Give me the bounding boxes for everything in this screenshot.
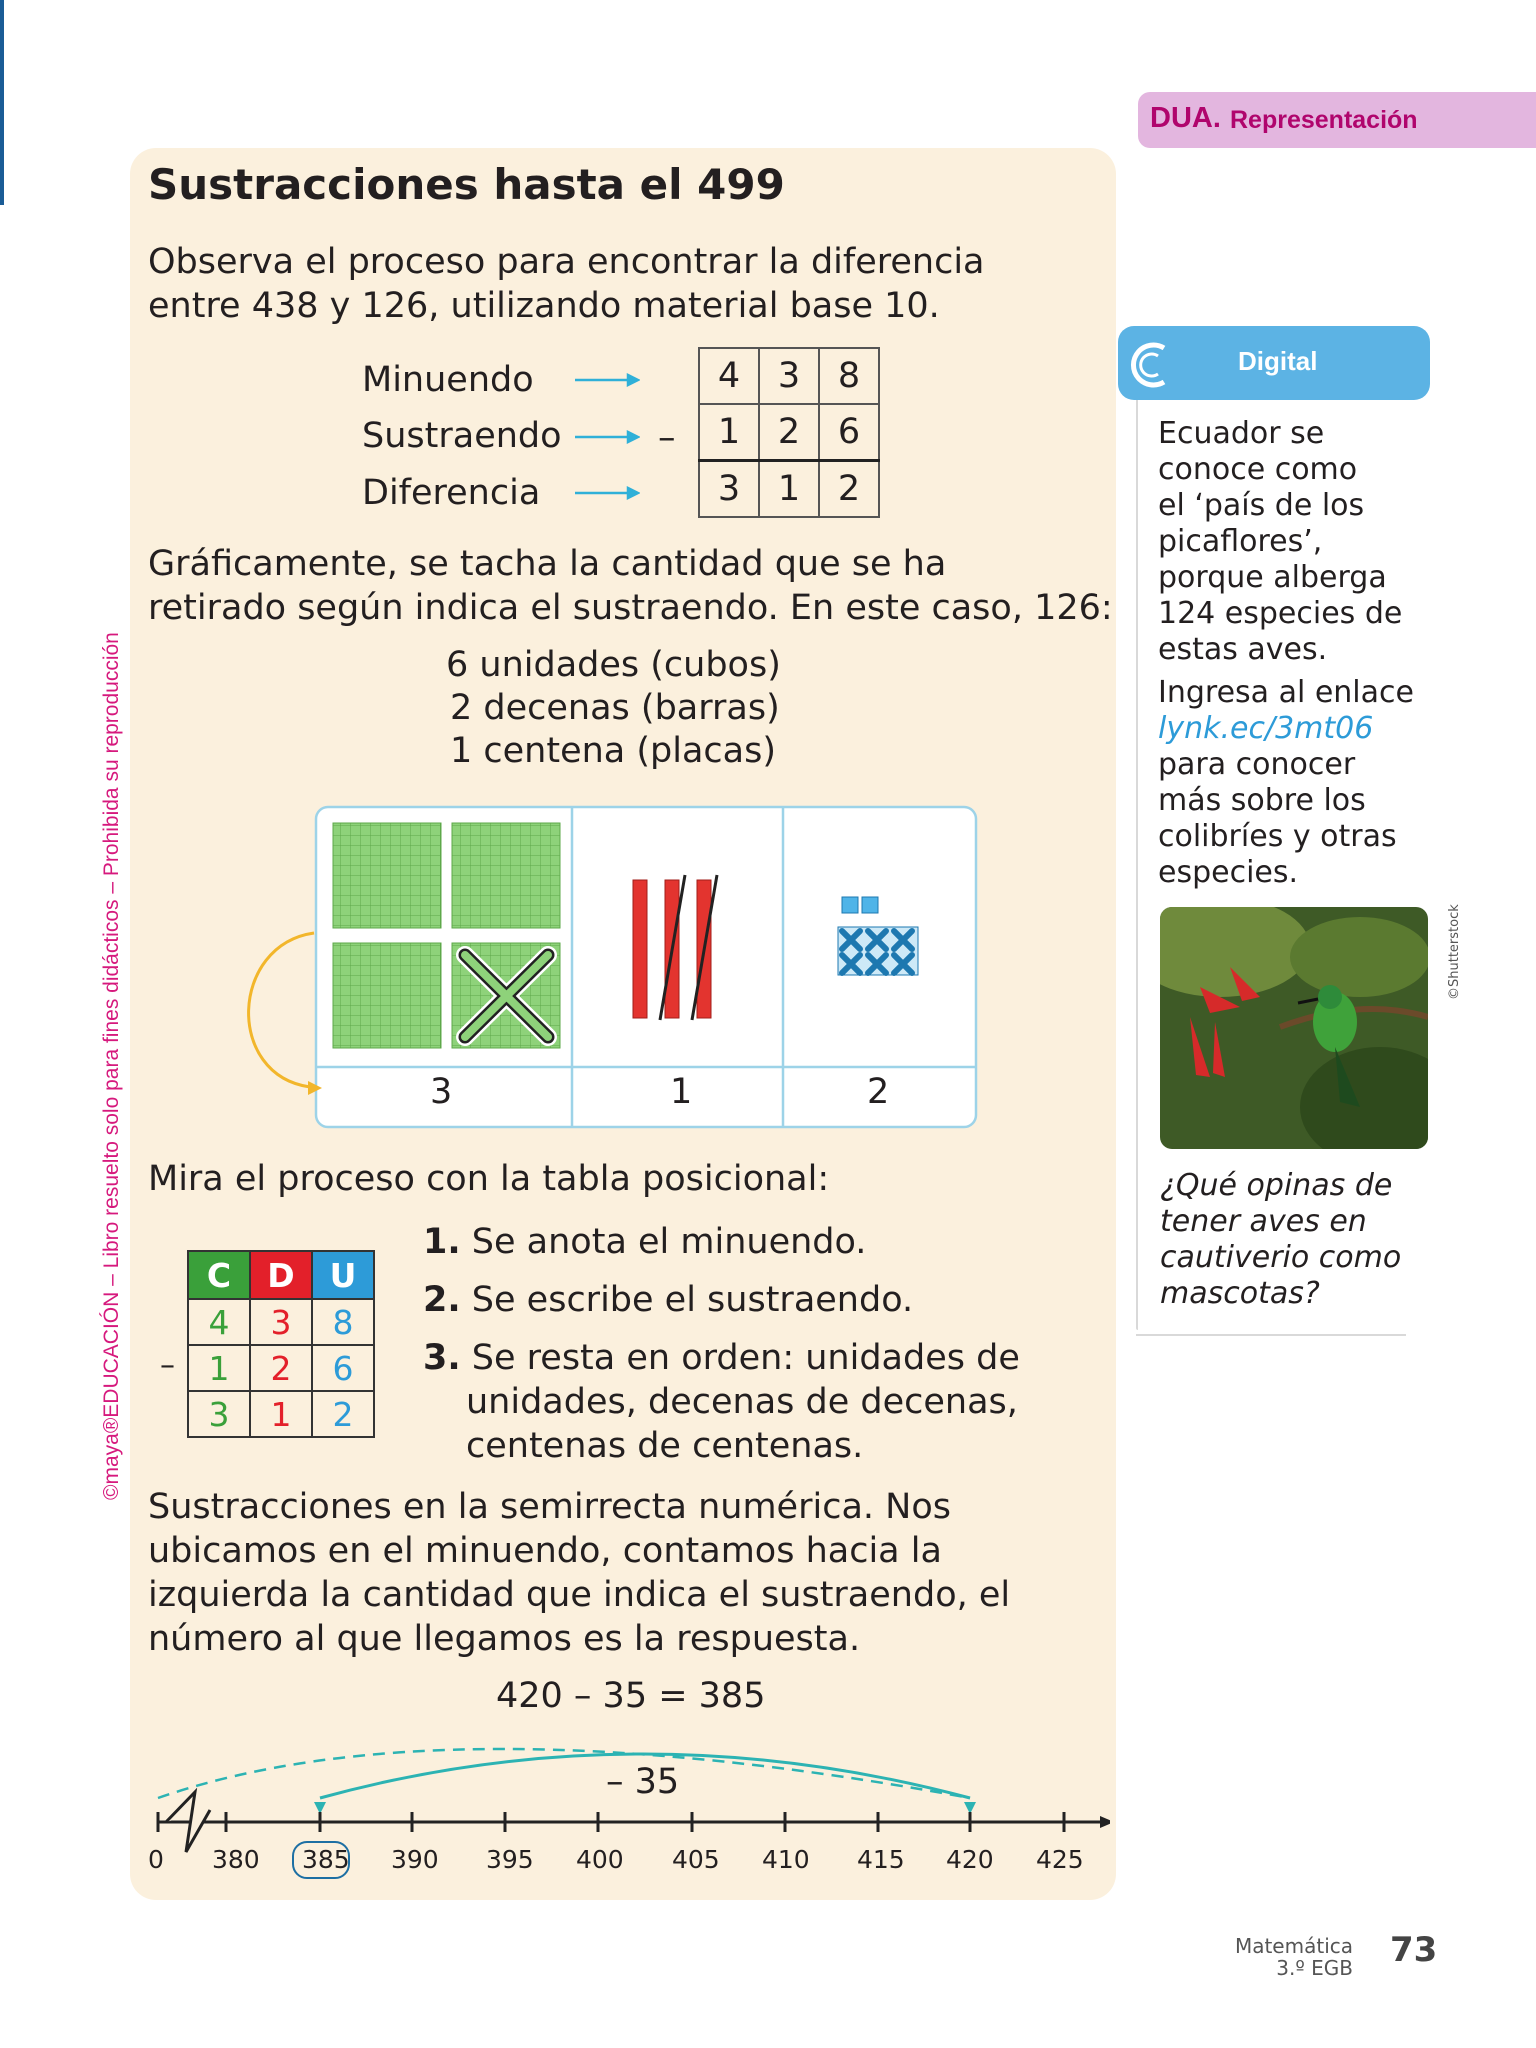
jump-arc xyxy=(320,1754,970,1798)
tick-label: 405 xyxy=(672,1845,720,1874)
step-text: Se resta en orden: unidades de xyxy=(471,1338,1020,1378)
hundred-flat xyxy=(333,943,441,1048)
result-units: 2 xyxy=(867,1072,890,1112)
intro-line-1: Observa el proceso para encontrar la diferencia xyxy=(148,242,985,282)
material-hundreds: 1 centena (placas) xyxy=(450,731,776,771)
ten-rod xyxy=(633,880,647,1018)
step-3 xyxy=(423,1336,1020,1380)
result-hundreds: 3 xyxy=(430,1072,453,1112)
digital-label: Digital xyxy=(1238,346,1318,376)
lesson-title: Sustracciones hasta el 499 xyxy=(148,160,785,209)
question-line: mascotas? xyxy=(1160,1276,1320,1311)
cell: 1 xyxy=(188,1345,250,1391)
question-line: ¿Qué opinas de xyxy=(1160,1168,1393,1203)
step-1 xyxy=(423,1220,866,1264)
cell: 2 xyxy=(819,461,879,518)
digital-banner xyxy=(1118,326,1430,400)
label-sustraendo: Sustraendo xyxy=(362,416,562,456)
step-3-line-2: unidades, decenas de decenas, xyxy=(466,1382,1018,1422)
hummingbird-photo xyxy=(1160,907,1428,1149)
sidebar-border xyxy=(1136,400,1138,1330)
unit-cube xyxy=(862,897,878,913)
graphic-line-1: Gráficamente, se tacha la cantidad que se ha xyxy=(148,544,947,584)
step-num: 1. xyxy=(423,1222,461,1262)
hundred-flat xyxy=(452,823,560,928)
tick-label: 395 xyxy=(486,1845,534,1874)
cell: 3 xyxy=(188,1391,250,1437)
tick-label: 380 xyxy=(212,1845,260,1874)
equation: 420 – 35 = 385 xyxy=(496,1676,766,1716)
photo-credit: ©Shutterstock xyxy=(1447,904,1462,1000)
side-line: estas aves. xyxy=(1158,632,1328,667)
cell: 2 xyxy=(759,404,819,461)
minus-sign: – xyxy=(658,418,676,458)
tick-label: 410 xyxy=(762,1845,810,1874)
cell: 8 xyxy=(819,348,879,404)
dua-banner xyxy=(1138,92,1536,148)
cell: 1 xyxy=(759,461,819,518)
side-line: el ‘país de los xyxy=(1158,488,1365,523)
cell: 3 xyxy=(759,348,819,404)
step-text: Se escribe el sustraendo. xyxy=(471,1280,914,1320)
numberline-text-3: izquierda la cantidad que indica el sustraendo, el xyxy=(148,1575,1011,1615)
hummingbird-image xyxy=(1160,907,1428,1149)
tick-label: 420 xyxy=(946,1845,994,1874)
digital-c-icon xyxy=(1124,340,1174,390)
step-num: 3. xyxy=(423,1338,461,1378)
side-line: Ingresa al enlace xyxy=(1158,675,1414,710)
graphic-line-2: retirado según indica el sustraendo. En este caso, 126: xyxy=(148,588,1113,628)
step-3-line-3: centenas de centenas. xyxy=(466,1426,864,1466)
result-tens: 1 xyxy=(670,1072,693,1112)
tick-label: 390 xyxy=(391,1845,439,1874)
tick-label: 425 xyxy=(1036,1845,1084,1874)
subtraction-table xyxy=(698,347,880,518)
copyright-notice: ©maya®EDUCACIÓN – Libro resuelto solo para fines didácticos – Prohibida su reproducción xyxy=(100,632,123,1500)
intro-line-2: entre 438 y 126, utilizando material base 10. xyxy=(148,286,940,326)
cell: 8 xyxy=(312,1299,374,1345)
sidebar-bottom xyxy=(1136,1334,1406,1336)
side-line: porque alberga xyxy=(1158,560,1387,595)
arrows xyxy=(570,360,640,510)
dua-subtitle: Representación xyxy=(1230,106,1418,134)
question-line: tener aves en xyxy=(1160,1204,1367,1239)
tick-label: 415 xyxy=(857,1845,905,1874)
cell: 2 xyxy=(312,1391,374,1437)
tick-label: 385 xyxy=(302,1845,350,1874)
cell: 3 xyxy=(699,461,759,518)
dua-label: DUA. xyxy=(1150,102,1221,134)
place-value-table xyxy=(187,1250,375,1438)
digital-link[interactable]: lynk.ec/3mt06 xyxy=(1158,711,1374,746)
cell: 3 xyxy=(250,1299,312,1345)
page-number: 73 xyxy=(1390,1930,1438,1970)
tick-label: 0 xyxy=(148,1845,164,1874)
header-c: C xyxy=(188,1251,250,1299)
step-num: 2. xyxy=(423,1280,461,1320)
cell: 6 xyxy=(312,1345,374,1391)
cell: 1 xyxy=(699,404,759,461)
curved-arrow xyxy=(249,933,314,1087)
cell: 4 xyxy=(188,1299,250,1345)
footer-subject xyxy=(1235,1935,1353,1979)
step-2 xyxy=(423,1278,913,1322)
page-edge-bar xyxy=(0,0,4,205)
side-line: picaflores’, xyxy=(1158,524,1323,559)
cell: 2 xyxy=(250,1345,312,1391)
table-intro: Mira el proceso con la tabla posicional: xyxy=(148,1159,830,1199)
label-diferencia: Diferencia xyxy=(362,473,541,513)
side-line: más sobre los xyxy=(1158,783,1366,818)
jump-label: – 35 xyxy=(606,1762,680,1802)
tick-label: 400 xyxy=(576,1845,624,1874)
unit-cube xyxy=(842,897,858,913)
subject: Matemática xyxy=(1234,1934,1353,1958)
side-line: Ecuador se xyxy=(1158,416,1325,451)
hundred-flat xyxy=(333,823,441,928)
side-line: 124 especies de xyxy=(1158,596,1403,631)
numberline-text-4: número al que llegamos es la respuesta. xyxy=(148,1619,861,1659)
cell: 4 xyxy=(699,348,759,404)
step-text: Se anota el minuendo. xyxy=(471,1222,867,1262)
material-units: 6 unidades (cubos) xyxy=(446,645,781,685)
label-minuendo: Minuendo xyxy=(362,360,534,400)
numberline-text-2: ubicamos en el minuendo, contamos hacia la xyxy=(148,1531,942,1571)
grade: 3.º EGB xyxy=(1276,1956,1353,1980)
material-tens: 2 decenas (barras) xyxy=(450,688,780,728)
question-line: cautiverio como xyxy=(1160,1240,1402,1275)
side-line: colibríes y otras xyxy=(1158,819,1397,854)
side-line: para conocer xyxy=(1158,747,1356,782)
cell: 6 xyxy=(819,404,879,461)
side-line: especies. xyxy=(1158,855,1299,890)
numberline-text-1: Sustracciones en la semirrecta numérica. Nos xyxy=(148,1487,951,1527)
header-d: D xyxy=(250,1251,312,1299)
header-u: U xyxy=(312,1251,374,1299)
table-minus: – xyxy=(160,1348,175,1383)
side-line: conoce como xyxy=(1158,452,1358,487)
cell: 1 xyxy=(250,1391,312,1437)
